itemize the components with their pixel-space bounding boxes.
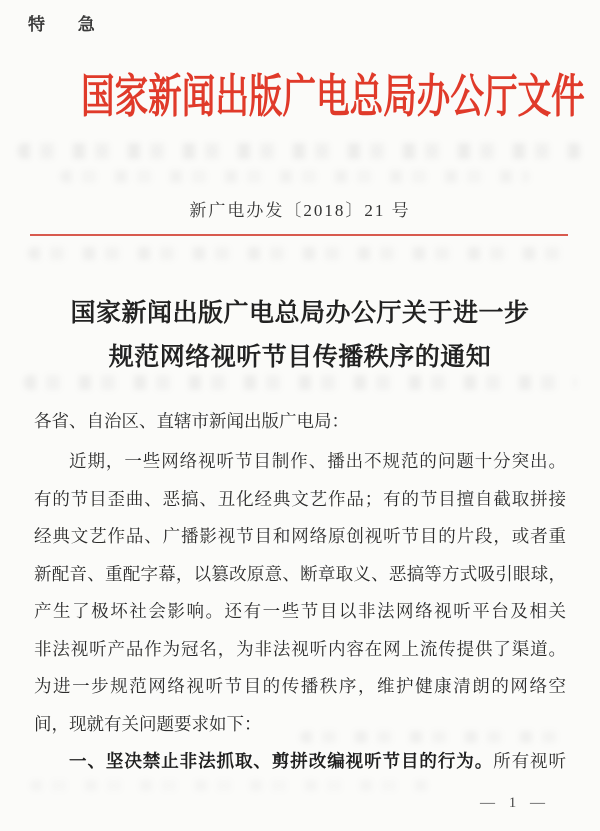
item-1-line	[34, 743, 566, 781]
notice-title	[0, 292, 600, 380]
body-line: 为进一步规范网络视听节目的传播秩序，维护健康清朗的网络空	[34, 676, 566, 696]
body-paragraph	[34, 443, 566, 743]
body-line: 非法视听产品作为冠名，为非法视听内容在网上流传提供了渠道。	[34, 638, 566, 659]
body-line: 近期，一些网络视听节目制作、播出不规范的问题十分突出。	[69, 451, 566, 471]
item-1-heading: 一、坚决禁止非法抓取、剪拼改编视听节目的行为。	[69, 751, 494, 771]
document-number: 新广电办发〔2018〕21 号	[189, 201, 411, 220]
bleed-through-artifact	[18, 143, 582, 159]
body-line: 经典文艺作品、广播影视节目和网络原创视听节目的片段，或者重	[34, 526, 566, 546]
salutation: 各省、自治区、直辖市新闻出版广电局：	[34, 411, 349, 431]
body-line: 新配音、重配字幕，以篡改原意、断章取义、恶搞等方式吸引眼球，	[34, 563, 566, 584]
notice-title-line-1: 国家新闻出版广电总局办公厅关于进一步	[70, 300, 530, 327]
bleed-through-artifact	[30, 780, 430, 791]
notice-title-line-2: 规范网络视听节目传播秩序的通知	[108, 344, 492, 371]
bleed-through-artifact	[60, 170, 530, 183]
body-line: 有的节目歪曲、恶搞、丑化经典文艺作品；有的节目擅自截取拼接	[34, 488, 566, 509]
masthead-title: 国家新闻出版广电总局办公厅文件	[81, 71, 585, 122]
red-separator-rule	[30, 234, 568, 236]
item-1-text: 所有视听	[493, 751, 566, 771]
bleed-through-artifact	[28, 247, 572, 260]
body-line: 产生了极坏社会影响。还有一些节目以非法网络视听平台及相关	[34, 601, 566, 621]
body-line: 间，现就有关问题要求如下：	[34, 713, 262, 734]
urgency-label: 特 急	[28, 15, 109, 34]
page-number: — 1 —	[480, 795, 550, 811]
